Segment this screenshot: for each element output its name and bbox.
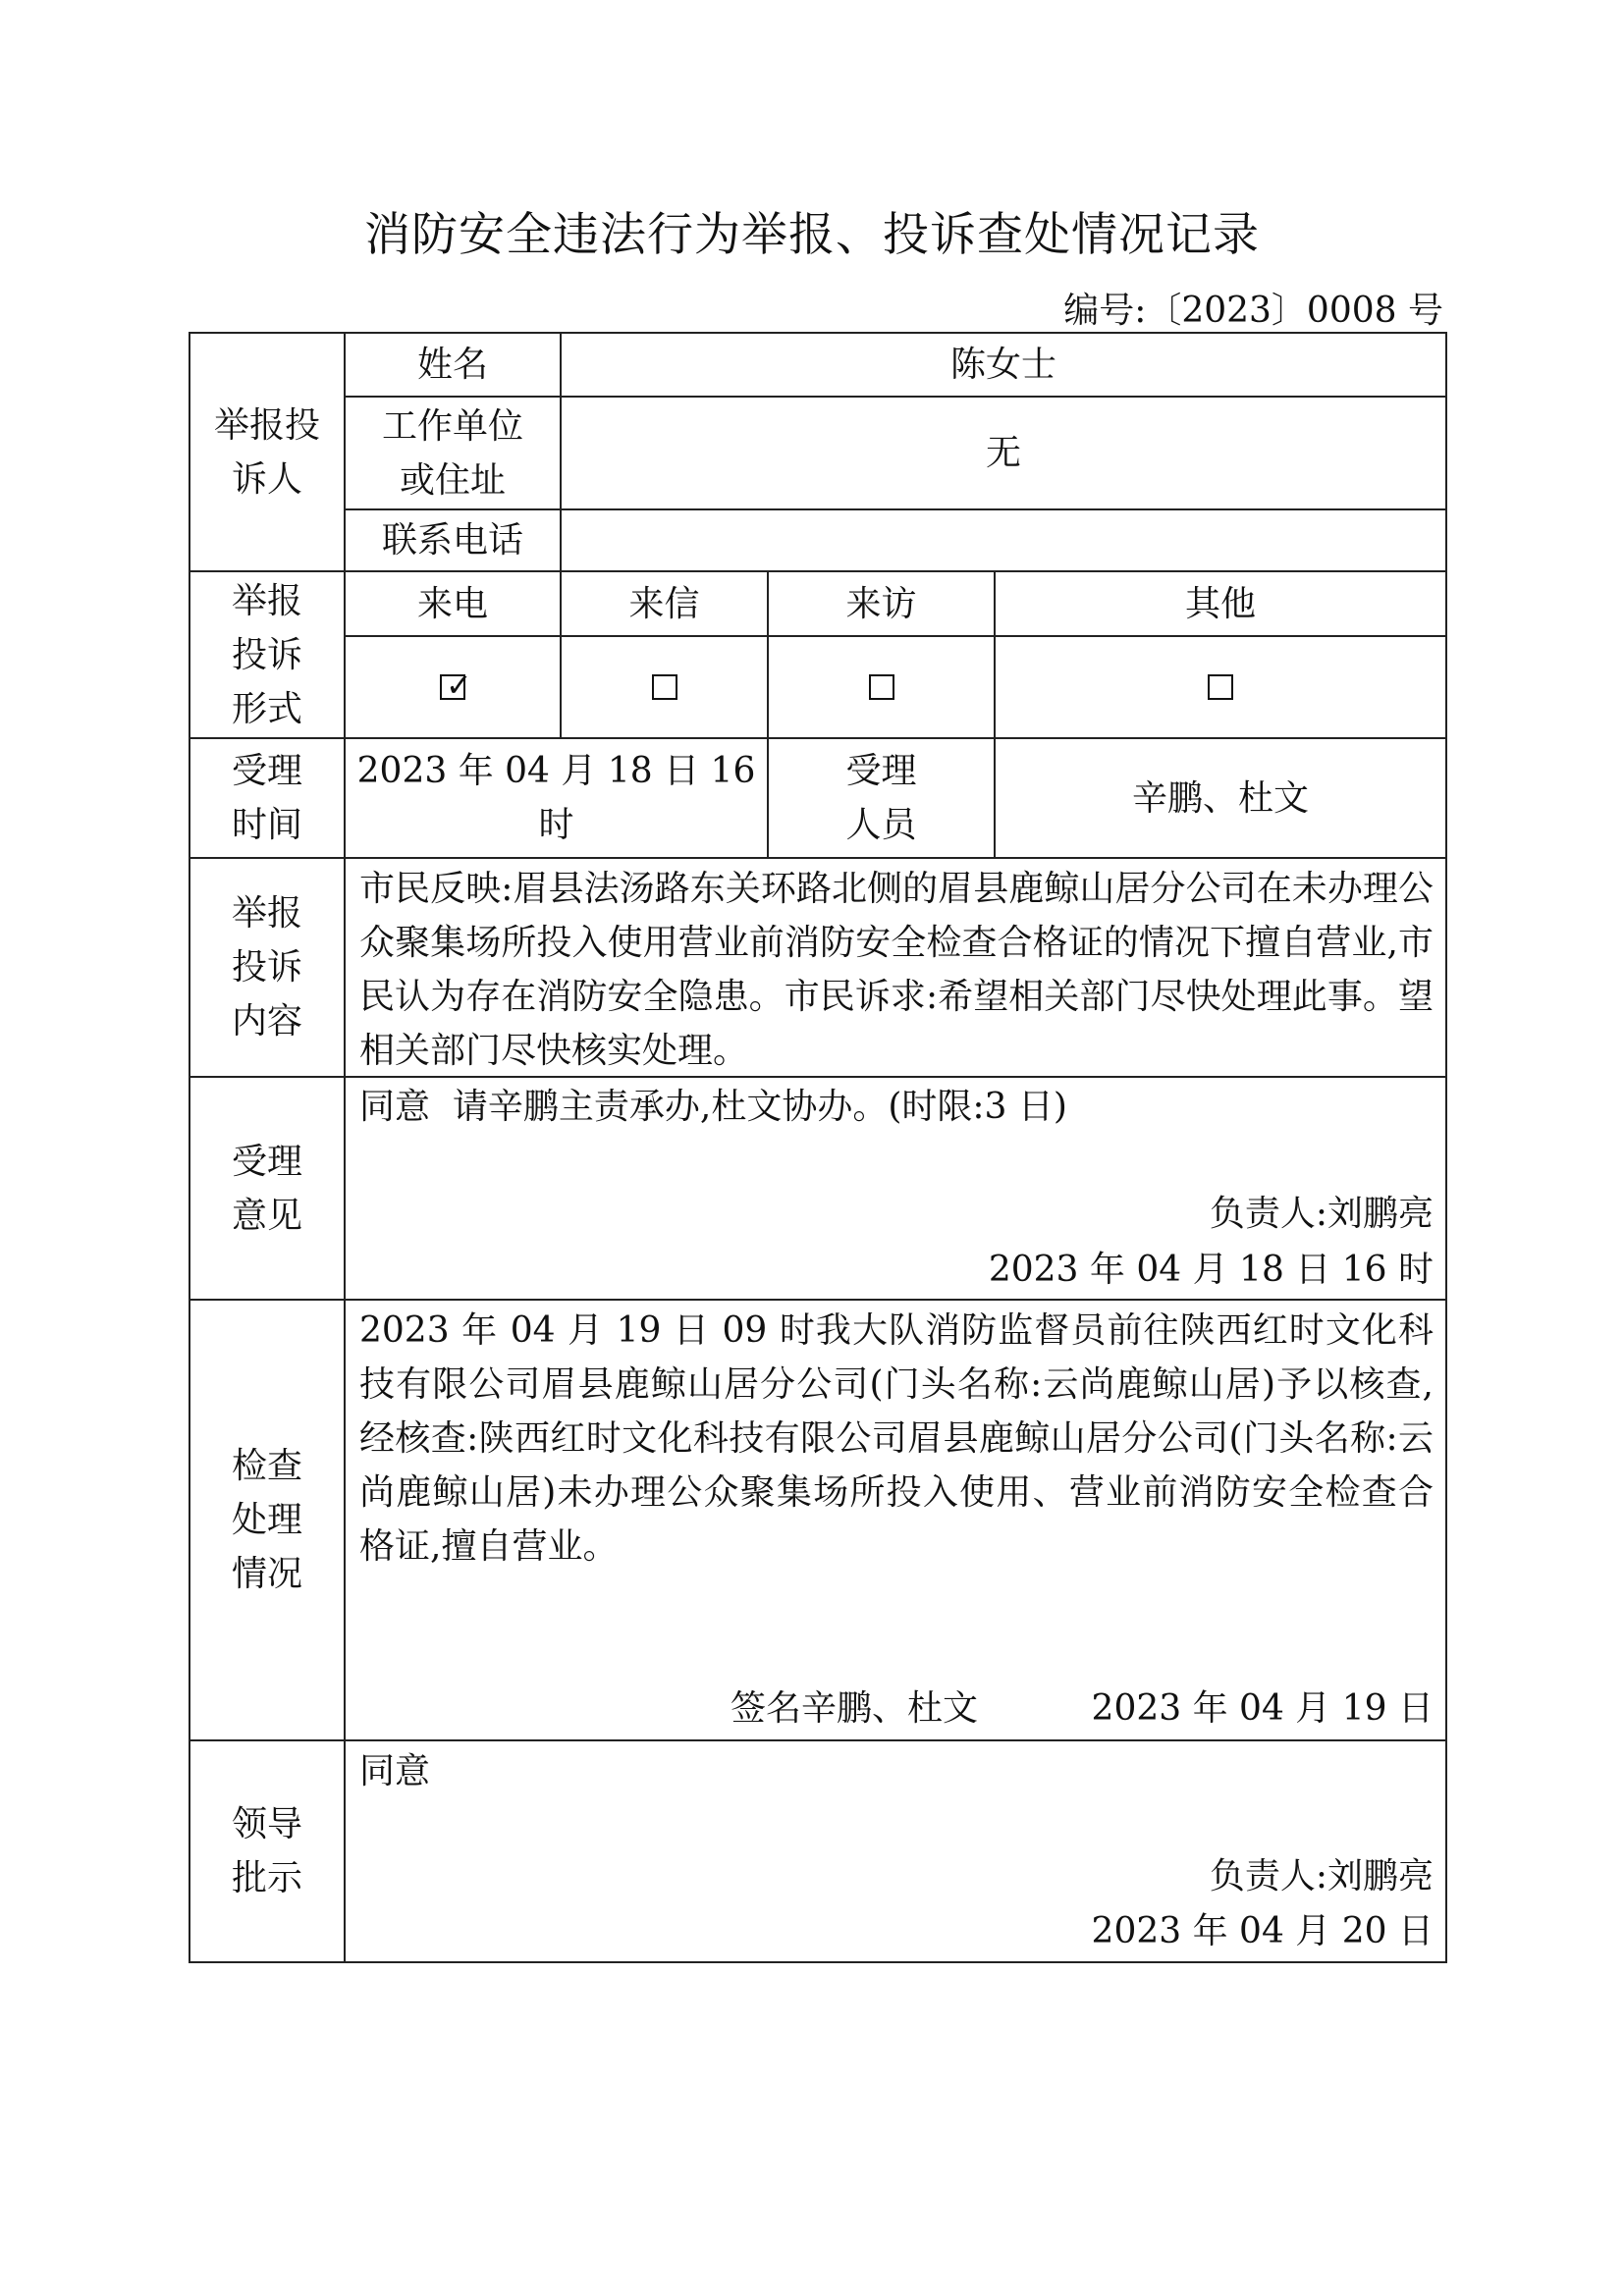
phone-label xyxy=(346,510,560,570)
checkbox-letter[interactable] xyxy=(652,674,677,700)
name-value-text: 陈女士 xyxy=(949,345,1056,385)
inspection-date: 2023 年 04 月 19 日 xyxy=(1091,1688,1434,1729)
content-label-line-2: 投诉 xyxy=(231,947,302,988)
checkbox-cell-letter xyxy=(562,637,767,737)
grid-line xyxy=(190,857,1445,859)
option-label-phone xyxy=(346,572,560,635)
content-label xyxy=(190,859,344,1076)
accept-time-text: 2023 年 04 月 18 日 16 时 xyxy=(356,751,756,845)
opinion-text: 同意 请辛鹏主责承办,杜文协办。(时限:3 日) xyxy=(359,1087,1067,1127)
approval-label xyxy=(190,1741,344,1961)
inspection-signature: 签名辛鹏、杜文 xyxy=(731,1688,979,1729)
record-table xyxy=(189,332,1447,1963)
inspection-label-line-2: 处理 xyxy=(231,1500,302,1540)
checkbox-cell-other xyxy=(996,637,1445,737)
accept-staff-text: 辛鹏、杜文 xyxy=(1131,777,1309,819)
grid-line xyxy=(190,1739,1445,1741)
approval-date: 2023 年 04 月 20 日 xyxy=(1091,1911,1434,1951)
option-label-text: 来信 xyxy=(628,583,700,624)
inspection-label xyxy=(190,1301,344,1739)
accept-time-label-line-2: 时间 xyxy=(231,805,302,845)
name-label-text: 姓名 xyxy=(416,345,488,385)
approval-responsible: 负责人:刘鹏亮 xyxy=(1209,1856,1434,1896)
checkbox-cell-phone xyxy=(346,637,560,737)
approval-label-line-1: 领导 xyxy=(231,1804,302,1844)
accept-time-label xyxy=(190,739,344,857)
form-label-line-2: 投诉 xyxy=(231,634,302,675)
option-label-text: 来访 xyxy=(845,583,917,624)
accept-staff-label-line-1: 受理 xyxy=(845,751,917,791)
name-value xyxy=(562,334,1445,396)
opinion-responsible: 负责人:刘鹏亮 xyxy=(1209,1194,1434,1234)
accept-time-label-line-1: 受理 xyxy=(231,751,302,791)
grid-line xyxy=(190,1299,1445,1301)
opinion-label-line-2: 意见 xyxy=(231,1195,302,1236)
check-mark-icon: ✓ xyxy=(446,667,472,704)
inspection-label-line-3: 情况 xyxy=(231,1554,302,1594)
approval-text: 同意 xyxy=(359,1751,431,1791)
document-number: 编号:〔2023〕0008 号 xyxy=(1063,291,1443,331)
phone-label-text: 联系电话 xyxy=(381,520,523,561)
content-text: 市民反映:眉县法汤路东关环路北侧的眉县鹿鲸山居分公司在未办理公众聚集场所投入使用营业前消防安全检查合格证的情况下擅自营业,市民认为存在消防安全隐患。市民诉求:希望相关部门尽快处理此事。望相关部门尽快核实处理。 xyxy=(359,869,1434,1071)
option-label-text: 来电 xyxy=(416,583,488,624)
opinion-date: 2023 年 04 月 18 日 16 时 xyxy=(988,1250,1434,1290)
form-label-line-3: 形式 xyxy=(231,688,302,729)
inspection-text: 2023 年 04 月 19 日 09 时我大队消防监督员前往陕西红时文化科技有限公司眉县鹿鲸山居分公司(门头名称:云尚鹿鲸山居)予以核查,经核查:陕西红时文化科技有限公司眉县鹿鲸山居分公司(门头名称:云尚鹿鲸山居)未办理公众聚集场所投入使用、营业前消防安全检查合格证,擅自营业。 xyxy=(359,1310,1434,1567)
opinion-label-line-1: 受理 xyxy=(231,1141,302,1182)
checkbox-phone[interactable] xyxy=(440,667,472,704)
reporter-label-text: 举报投诉人 xyxy=(213,404,320,500)
option-label-other xyxy=(996,572,1445,635)
workplace-label-line-1: 工作单位 xyxy=(381,405,523,447)
accept-staff-label xyxy=(769,739,994,857)
checkbox-cell-visit xyxy=(769,637,994,737)
checkbox-visit[interactable] xyxy=(869,674,894,700)
accept-staff-value xyxy=(996,739,1445,857)
name-label xyxy=(346,334,560,396)
inspection-label-line-1: 检查 xyxy=(231,1446,302,1486)
reporter-section-label xyxy=(190,334,344,570)
form-section-label xyxy=(190,572,344,737)
checkbox-other[interactable] xyxy=(1208,674,1233,700)
workplace-label-line-2: 或住址 xyxy=(399,459,506,501)
workplace-label xyxy=(346,398,560,508)
workplace-value xyxy=(562,398,1445,508)
accept-time-value xyxy=(346,739,767,857)
option-label-visit xyxy=(769,572,994,635)
phone-value xyxy=(562,510,1445,570)
approval-label-line-2: 批示 xyxy=(231,1858,302,1898)
workplace-value-text: 无 xyxy=(985,433,1021,473)
content-label-line-3: 内容 xyxy=(231,1001,302,1041)
accept-staff-label-line-2: 人员 xyxy=(845,805,917,845)
opinion-label xyxy=(190,1078,344,1299)
form-label-line-1: 举报 xyxy=(231,580,302,621)
option-label-text: 其他 xyxy=(1184,583,1256,624)
content-label-line-1: 举报 xyxy=(231,893,302,934)
page-title: 消防安全违法行为举报、投诉查处情况记录 xyxy=(364,208,1260,262)
option-label-letter xyxy=(562,572,767,635)
